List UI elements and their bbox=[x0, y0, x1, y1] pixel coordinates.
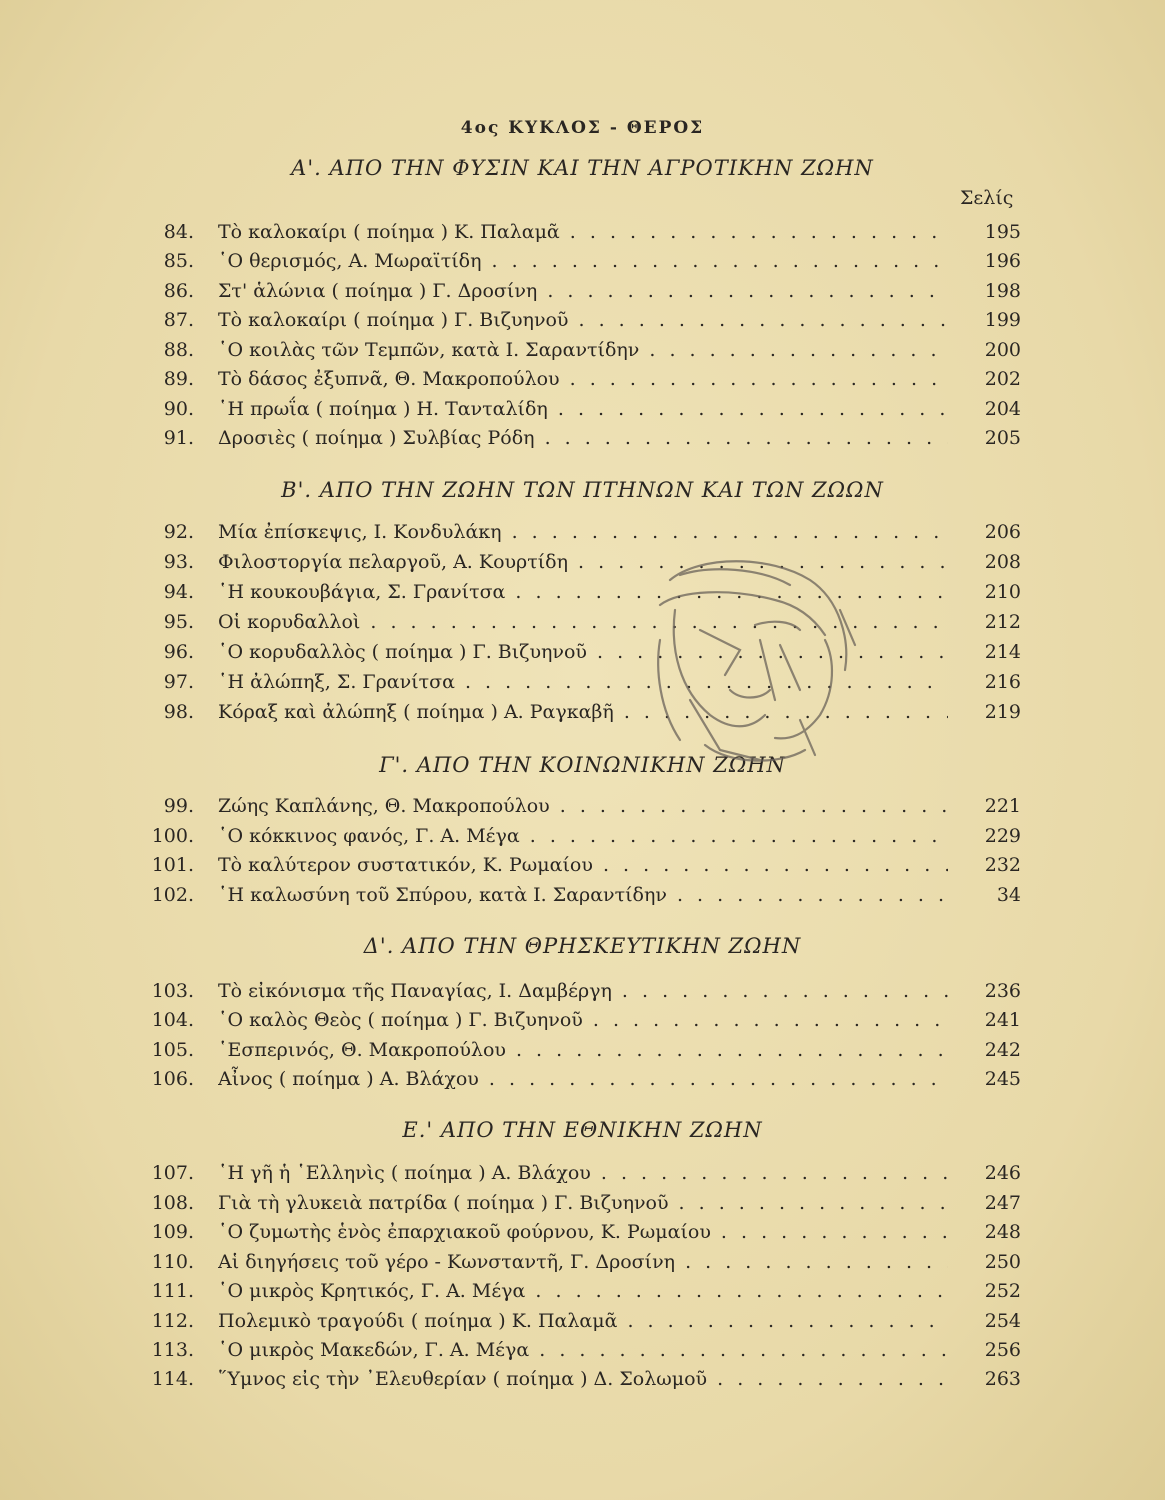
entry-number: 98. bbox=[163, 701, 194, 723]
entry-page: 208 bbox=[984, 551, 1021, 573]
entry-number: 89. bbox=[163, 368, 194, 390]
entry-number: 108. bbox=[151, 1192, 194, 1214]
entry-number: 85. bbox=[163, 250, 194, 272]
toc-entry bbox=[0, 217, 1165, 247]
entry-number: 96. bbox=[163, 641, 194, 663]
entry-page: 245 bbox=[984, 1068, 1021, 1090]
entry-page: 206 bbox=[984, 521, 1021, 543]
pencil-sketch-doodle bbox=[600, 550, 870, 780]
entry-title: ῾Ο ζυμωτὴς ἑνὸς ἐπαρχιακοῦ φούρνου, Κ. Ρωμαίου . . . bbox=[218, 1217, 948, 1247]
toc-entry bbox=[0, 517, 1165, 547]
entry-title: Μία ἐπίσκεψις, Ι. Κονδυλάκη . . . bbox=[218, 517, 948, 547]
entry-number: 103. bbox=[151, 980, 194, 1002]
entry-page: 229 bbox=[984, 825, 1021, 847]
entry-title: Τὸ εἰκόνισμα τῆς Παναγίας, Ι. Δαμβέργη . . . bbox=[218, 976, 948, 1006]
toc-entry bbox=[0, 1158, 1165, 1188]
entry-page: 216 bbox=[984, 671, 1021, 693]
entry-title: ῾Ο κοιλὰς τῶν Τεμπῶν, κατὰ Ι. Σαραντίδην . . . bbox=[218, 335, 948, 365]
toc-entry bbox=[0, 1335, 1165, 1365]
toc-entry bbox=[0, 305, 1165, 335]
entry-page: 246 bbox=[984, 1162, 1021, 1184]
entry-title: ῾Ο μικρὸς Μακεδών, Γ. Α. Μέγα . . . bbox=[218, 1335, 948, 1365]
entry-page: 254 bbox=[984, 1310, 1021, 1332]
entry-page: 202 bbox=[984, 368, 1021, 390]
entry-title: Ζώης Καπλάνης, Θ. Μακροπούλου . . . bbox=[218, 791, 948, 821]
entry-number: 93. bbox=[163, 551, 194, 573]
toc-entry bbox=[0, 577, 1165, 607]
entry-title: Τὸ καλύτερον συστατικόν, Κ. Ρωμαίου . . . bbox=[218, 850, 948, 880]
entry-page: 247 bbox=[984, 1192, 1021, 1214]
entry-title: ῾Ο καλὸς Θεὸς ( ποίημα ) Γ. Βιζυηνοῦ . . . bbox=[218, 1005, 948, 1035]
entry-title: ῾Η πρωΐα ( ποίημα ) Η. Τανταλίδη . . . bbox=[218, 394, 948, 424]
section-title-d: Δ'. ΑΠΟ ΤΗΝ ΘΡΗΣΚΕΥΤΙΚΗΝ ΖΩΗΝ bbox=[363, 934, 802, 958]
entry-page: 204 bbox=[984, 398, 1021, 420]
toc-entry bbox=[0, 821, 1165, 851]
entry-number: 102. bbox=[151, 884, 194, 906]
section-title-a: Α'. ΑΠΟ ΤΗΝ ΦΥΣΙΝ ΚΑΙ ΤΗΝ ΑΓΡΟΤΙΚΗΝ ΖΩΗΝ bbox=[291, 156, 874, 180]
entry-title: Αἱ διηγήσεις τοῦ γέρο - Κωνσταντῆ, Γ. Δροσίνη . . . bbox=[218, 1247, 948, 1277]
entry-title: Τὸ καλοκαίρι ( ποίημα ) Γ. Βιζυηνοῦ . . . bbox=[218, 305, 948, 335]
entry-number: 112. bbox=[151, 1310, 194, 1332]
entry-number: 88. bbox=[163, 339, 194, 361]
entry-title: Οἱ κορυδαλλοὶ . . . bbox=[218, 607, 948, 637]
toc-entry bbox=[0, 394, 1165, 424]
running-header: 4ος ΚΥΚΛΟΣ - ΘΕΡΟΣ bbox=[460, 118, 705, 138]
entry-title: Φιλοστοργία πελαργοῦ, Α. Κουρτίδη . . . bbox=[218, 547, 948, 577]
toc-entry bbox=[0, 667, 1165, 697]
toc-entry bbox=[0, 880, 1165, 910]
entry-page: 212 bbox=[984, 611, 1021, 633]
entry-number: 105. bbox=[151, 1039, 194, 1061]
entry-page: 34 bbox=[996, 884, 1021, 906]
entry-number: 92. bbox=[163, 521, 194, 543]
toc-entry bbox=[0, 850, 1165, 880]
entry-title: Δροσιὲς ( ποίημα ) Συλβίας Ρόδη . . . bbox=[218, 423, 948, 453]
entry-number: 111. bbox=[151, 1280, 194, 1302]
entry-number: 95. bbox=[163, 611, 194, 633]
entry-page: 199 bbox=[984, 309, 1021, 331]
entry-number: 94. bbox=[163, 581, 194, 603]
entry-number: 87. bbox=[163, 309, 194, 331]
entry-number: 114. bbox=[151, 1368, 194, 1390]
entry-number: 109. bbox=[151, 1221, 194, 1243]
entry-page: 205 bbox=[984, 427, 1021, 449]
toc-entry bbox=[0, 1217, 1165, 1247]
entry-page: 210 bbox=[984, 581, 1021, 603]
entry-title: Τὸ δάσος ἐξυπνᾶ, Θ. Μακροπούλου . . . bbox=[218, 364, 948, 394]
toc-entry bbox=[0, 697, 1165, 727]
toc-entry bbox=[0, 423, 1165, 453]
entry-title: Γιὰ τὴ γλυκειὰ πατρίδα ( ποίημα ) Γ. Βιζυηνοῦ . . . bbox=[218, 1188, 948, 1218]
toc-entry bbox=[0, 607, 1165, 637]
entry-page: 196 bbox=[984, 250, 1021, 272]
entry-title: ῾Ο κορυδαλλὸς ( ποίημα ) Γ. Βιζυηνοῦ . . . bbox=[218, 637, 948, 667]
toc-entry bbox=[0, 1035, 1165, 1065]
entry-page: 248 bbox=[984, 1221, 1021, 1243]
entry-page: 200 bbox=[984, 339, 1021, 361]
toc-entry bbox=[0, 1276, 1165, 1306]
entry-number: 110. bbox=[151, 1251, 194, 1273]
entry-title: ῾Η καλωσύνη τοῦ Σπύρου, κατὰ Ι. Σαραντίδην . . . bbox=[218, 880, 948, 910]
entry-title: Πολεμικὸ τραγούδι ( ποίημα ) Κ. Παλαμᾶ . . . bbox=[218, 1306, 948, 1336]
entry-title: ῾Ο θερισμός, Α. Μωραϊτίδη . . . bbox=[218, 246, 948, 276]
pages-column-label: Σελίς bbox=[960, 187, 1014, 209]
toc-entry bbox=[0, 637, 1165, 667]
toc-entry bbox=[0, 1247, 1165, 1277]
entry-title: ῾Εσπερινός, Θ. Μακροπούλου . . . bbox=[218, 1035, 948, 1065]
entry-title: Τὸ καλοκαίρι ( ποίημα ) Κ. Παλαμᾶ . . . bbox=[218, 217, 948, 247]
entry-number: 113. bbox=[151, 1339, 194, 1361]
entry-title: ῾Ο κόκκινος φανός, Γ. Α. Μέγα . . . bbox=[218, 821, 948, 851]
entry-title: Στ' ἁλώνια ( ποίημα ) Γ. Δροσίνη . . . bbox=[218, 276, 948, 306]
entry-page: 252 bbox=[984, 1280, 1021, 1302]
entry-number: 107. bbox=[151, 1162, 194, 1184]
section-title-b: Β'. ΑΠΟ ΤΗΝ ΖΩΗΝ ΤΩΝ ΠΤΗΝΩΝ ΚΑΙ ΤΩΝ ΖΩΩΝ bbox=[281, 478, 884, 502]
toc-entry bbox=[0, 1005, 1165, 1035]
entry-page: 221 bbox=[984, 795, 1021, 817]
toc-entry bbox=[0, 547, 1165, 577]
entry-number: 106. bbox=[151, 1068, 194, 1090]
entry-page: 232 bbox=[984, 854, 1021, 876]
entry-title: Κόραξ καὶ ἀλώπηξ ( ποίημα ) Α. Ραγκαβῆ . . . bbox=[218, 697, 948, 727]
toc-entry bbox=[0, 1306, 1165, 1336]
entry-page: 236 bbox=[984, 980, 1021, 1002]
entry-page: 250 bbox=[984, 1251, 1021, 1273]
section-title-c: Γ'. ΑΠΟ ΤΗΝ ΚΟΙΝΩΝΙΚΗΝ ΖΩΗΝ bbox=[379, 753, 786, 777]
entry-number: 91. bbox=[163, 427, 194, 449]
entry-number: 99. bbox=[163, 795, 194, 817]
entry-number: 86. bbox=[163, 280, 194, 302]
entry-page: 263 bbox=[984, 1368, 1021, 1390]
entry-title: ῞Υμνος εἰς τὴν ᾿Ελευθερίαν ( ποίημα ) Δ. Σολωμοῦ . . . bbox=[218, 1364, 948, 1394]
entry-title: ῾Η γῆ ἡ ῾Ελληνὶς ( ποίημα ) Α. Βλάχου . . . bbox=[218, 1158, 948, 1188]
toc-entry bbox=[0, 276, 1165, 306]
entry-page: 256 bbox=[984, 1339, 1021, 1361]
entry-title: ῾Η κουκουβάγια, Σ. Γρανίτσα . . . bbox=[218, 577, 948, 607]
toc-entry bbox=[0, 1188, 1165, 1218]
entry-title: ῾Ο μικρὸς Κρητικός, Γ. Α. Μέγα . . . bbox=[218, 1276, 948, 1306]
entry-page: 214 bbox=[984, 641, 1021, 663]
entry-number: 104. bbox=[151, 1009, 194, 1031]
toc-entry bbox=[0, 791, 1165, 821]
toc-entry bbox=[0, 976, 1165, 1006]
entry-number: 84. bbox=[163, 221, 194, 243]
entry-page: 242 bbox=[984, 1039, 1021, 1061]
entry-title: ῾Η ἀλώπηξ, Σ. Γρανίτσα . . . bbox=[218, 667, 948, 697]
toc-entry bbox=[0, 1064, 1165, 1094]
toc-entry bbox=[0, 246, 1165, 276]
toc-entry bbox=[0, 335, 1165, 365]
toc-entry bbox=[0, 1364, 1165, 1394]
entry-page: 241 bbox=[984, 1009, 1021, 1031]
entry-page: 195 bbox=[984, 221, 1021, 243]
entry-number: 90. bbox=[163, 398, 194, 420]
entry-page: 198 bbox=[984, 280, 1021, 302]
entry-number: 97. bbox=[163, 671, 194, 693]
section-title-e: Ε.' ΑΠΟ ΤΗΝ ΕΘΝΙΚΗΝ ΖΩΗΝ bbox=[402, 1118, 763, 1142]
toc-entry bbox=[0, 364, 1165, 394]
entry-page: 219 bbox=[984, 701, 1021, 723]
entry-title: Αἶνος ( ποίημα ) Α. Βλάχου . . . bbox=[218, 1064, 948, 1094]
entry-number: 101. bbox=[151, 854, 194, 876]
entry-number: 100. bbox=[151, 825, 194, 847]
